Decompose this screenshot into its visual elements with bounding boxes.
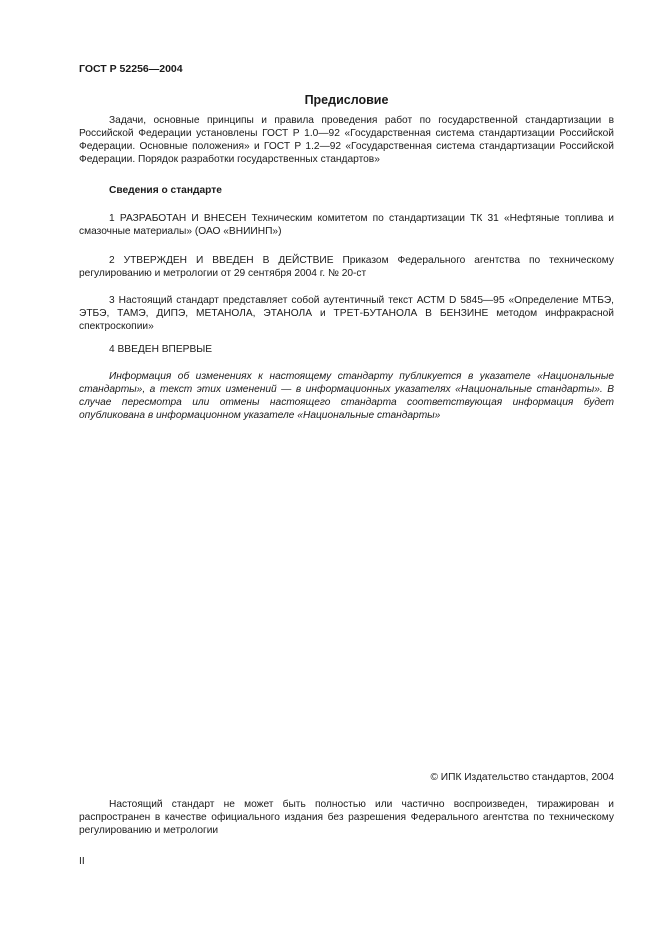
reproduction-notice: Настоящий стандарт не может быть полностью или частично воспроизведен, тиражирован и распространен в качестве официального издания без разрешения Федерального агентства по техническому регулированию и метрологии xyxy=(79,799,614,836)
copyright-line: © ИПК Издательство стандартов, 2004 xyxy=(430,772,614,783)
info-item-2: 2 УТВЕРЖДЕН И ВВЕДЕН В ДЕЙСТВИЕ Приказом Федерального агентства по техническому регулированию и метрологии от 29 сентября 2004 г. № 20-ст xyxy=(79,255,614,279)
info-item-3: 3 Настоящий стандарт представляет собой аутентичный текст АСТМ D 5845—95 «Определение МТБЭ, ЭТБЭ, ТАМЭ, ДИПЭ, МЕТАНОЛА, ЭТАНОЛА и ТРЕТ-БУТАНОЛА В БЕНЗИНЕ методом инфракрасной спектроскопии» xyxy=(79,295,614,332)
preface-intro: Задачи, основные принципы и правила проведения работ по государственной стандартизации в Российской Федерации установлены ГОСТ Р 1.0—92 «Государственная система стандартизации Российской Федерации. Основные положения» и ГОСТ Р 1.2—92 «Государственная система стандартизации Российской Федерации. Порядок разработки государственных стандартов» xyxy=(79,115,614,165)
info-item-4: 4 ВВЕДЕН ВПЕРВЫЕ xyxy=(109,344,213,355)
page-title: Предисловие xyxy=(304,93,389,107)
info-item-1: 1 РАЗРАБОТАН И ВНЕСЕН Техническим комитетом по стандартизации ТК 31 «Нефтяные топлива и смазочные материалы» (ОАО «ВНИИНП») xyxy=(79,213,614,237)
page-number: II xyxy=(79,856,85,867)
document-code: ГОСТ Р 52256—2004 xyxy=(79,63,183,75)
changes-notice: Информация об изменениях к настоящему стандарту публикуется в указателе «Национальные стандарты», а текст этих изменений — в информационных указателях «Национальные стандарты». В случае пересмотра или отмены настоящего стандарта соответствующая информация будет опубликована в информационном указателе «Национальные стандарты» xyxy=(79,371,614,421)
info-heading: Сведения о стандарте xyxy=(109,185,222,196)
